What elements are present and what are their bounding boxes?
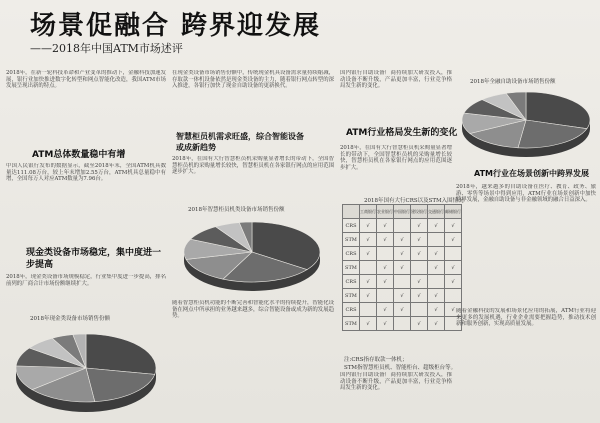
table-cell xyxy=(394,219,411,233)
table-row xyxy=(343,219,462,233)
section-heading-cash-market-2: 步提高 xyxy=(26,260,54,270)
table-row-label: CRS xyxy=(343,275,360,289)
body-col3-p3: 国内银行自助设备厂商持续加大研发投入，推动设备不断升级，产品更加丰富，行业竞争格局发生新的变化。 xyxy=(340,372,452,392)
table-header-cell: 农业银行 xyxy=(377,205,394,219)
table-cell: √ xyxy=(360,317,377,331)
table-cell: √ xyxy=(377,233,394,247)
table-cell: √ xyxy=(428,261,445,275)
table-cell xyxy=(360,303,377,317)
body-col2-p2: 2018年，在国有大行智慧柜员机采购量显著增长的带动下，全国智慧柜员机的采购量增长较快，智慧柜员机在各家银行网点的应用范围逐步扩大。 xyxy=(172,156,334,176)
section-heading-cash-market: 现金类设备市场稳定，集中度进一 xyxy=(26,248,162,258)
smart-teller-pie-chart xyxy=(176,212,334,296)
chart3-caption: 2018年全融自助设备市场销售份额 xyxy=(470,79,556,85)
table-cell: √ xyxy=(394,289,411,303)
table-cell: √ xyxy=(394,233,411,247)
table-cell: √ xyxy=(411,247,428,261)
table-row-label: CRS xyxy=(343,303,360,317)
table-header-cell: 交通银行 xyxy=(428,205,445,219)
table-row-label: STM xyxy=(343,289,360,303)
table-cell: √ xyxy=(377,303,394,317)
table-cell xyxy=(428,275,445,289)
table-cell: √ xyxy=(360,247,377,261)
table-row-label: CRS xyxy=(343,247,360,261)
table-row xyxy=(343,247,462,261)
article-subhead: ——2018年中国ATM市场述评 xyxy=(30,42,183,55)
table-cell: √ xyxy=(377,261,394,275)
table-cell: √ xyxy=(428,317,445,331)
table-header-cell: 建设银行 xyxy=(411,205,428,219)
table-cell: √ xyxy=(428,247,445,261)
table-cell xyxy=(411,261,428,275)
table-cell: √ xyxy=(411,317,428,331)
table-cell: √ xyxy=(445,303,462,317)
section-heading-atm-total: ATM总体数量稳中有增 xyxy=(32,150,126,160)
body-col2-p3: 随着智慧柜员机功能的不断完善和智能化水平的持续提升，智能化设备在网点中所承担的业务越来越多，综合智能设备或成为新的发展趋势。 xyxy=(172,300,334,320)
chart1-caption: 2018年现金类设备市场销售份额 xyxy=(30,316,110,322)
section-heading-industry-landscape: ATM行业格局发生新的变化 xyxy=(346,128,458,138)
table-row xyxy=(343,289,462,303)
table-cell xyxy=(394,317,411,331)
table-cell: √ xyxy=(428,289,445,303)
table-header-cell: 邮储银行 xyxy=(445,205,462,219)
table-cell: √ xyxy=(377,275,394,289)
table-header-cell: 工商银行 xyxy=(360,205,377,219)
section-heading-smart-teller: 智慧柜员机需求旺盛，综合智能设备 xyxy=(176,132,304,141)
table-row xyxy=(343,303,462,317)
table-cell: √ xyxy=(445,219,462,233)
table-cell xyxy=(411,303,428,317)
table-cell: √ xyxy=(411,289,428,303)
table-cell: √ xyxy=(377,317,394,331)
bank-procurement-table xyxy=(342,204,462,331)
table-cell: √ xyxy=(411,233,428,247)
table-cell: √ xyxy=(377,219,394,233)
table-cell xyxy=(377,289,394,303)
financial-self-service-pie-chart xyxy=(456,84,598,164)
body-col3-p1: 国内银行自助设备厂商持续加大研发投入，推动设备不断升级，产品更加丰富，行业竞争格局发生新的变化。 xyxy=(340,70,452,90)
table-caption: 2018年国有大行CRS以及STM入围情况 xyxy=(364,198,464,204)
body-col4-p1: 2018年，越来越多的自助设备在医疗、教育、政务、旅游、零售等场景中得到应用，ATM行业在场景创新中加快跨界发展，金融自助设备与非金融领域的融合日益深入。 xyxy=(456,184,596,204)
table-cell xyxy=(360,261,377,275)
table-row xyxy=(343,317,462,331)
pie-slice xyxy=(86,334,156,374)
table-cell: √ xyxy=(394,303,411,317)
body-col1-p3: 2018年，现金类设备市场规模稳定，行业集中度进一步提高，排名前列的厂商合计市场份额继续扩大。 xyxy=(6,274,166,287)
table-cell: √ xyxy=(394,247,411,261)
table-cell: √ xyxy=(360,275,377,289)
article-headline: 场景促融合 跨界迎发展 xyxy=(30,11,322,41)
table-row-label: STM xyxy=(343,317,360,331)
table-cell: √ xyxy=(411,275,428,289)
body-col2-p1: 在现金类设备市场销售份额中，传统现金机具设备需求量持续缩减，存取款一体机设备依然是现金类设备的主力，随着银行网点转型的深入推进，各银行加快了现金自助设备的更新换代。 xyxy=(172,70,334,90)
table-cell: √ xyxy=(360,233,377,247)
table-cell: √ xyxy=(360,289,377,303)
table-row xyxy=(343,275,462,289)
table-row-label: CRS xyxy=(343,219,360,233)
table-row xyxy=(343,261,462,275)
body-col4-p2: 随着金融科技的发展和场景化应用的拓展，ATM行业将迎来更多的发展机遇，行业企业需要把握趋势，推动技术创新和服务创新，实现高质量发展。 xyxy=(456,308,596,328)
table-row xyxy=(343,233,462,247)
table-cell: √ xyxy=(445,275,462,289)
table-cell: √ xyxy=(394,261,411,275)
table-cell: √ xyxy=(428,219,445,233)
table-corner-cell xyxy=(343,205,360,219)
table-note-1: 注:CRS指存取款一体机； xyxy=(344,357,408,363)
section-heading-smart-teller-2: 或成新趋势 xyxy=(176,143,216,152)
body-col1-p2: 中国人民银行发布的数据显示，截至2018年末，全国ATM机具数量达111.08万台，较上年末增加2.55万台，ATM机具总量稳中有增，全国每万人对应ATM数量为7.96台。 xyxy=(6,163,166,183)
table-cell: √ xyxy=(411,219,428,233)
table-note-2: STM指智慧柜员机、智能柜台、超级柜台等。 xyxy=(344,365,457,371)
table-cell xyxy=(428,233,445,247)
table-cell: √ xyxy=(445,233,462,247)
body-col1-p1: 2018年，在新一轮科技革命和产业变革的推动下，金融科技加速发展，银行业加快推进数字化转型和网点智能化改造，我国ATM市场发展呈现出新的特点。 xyxy=(6,70,166,90)
section-heading-scene-innovation: ATM行业在场景创新中跨界发展 xyxy=(474,169,589,178)
cash-equipment-pie-chart xyxy=(8,322,168,420)
chart2-caption: 2018年智慧柜员机类设备市场销售份额 xyxy=(188,207,285,213)
table-cell: √ xyxy=(360,219,377,233)
table-cell: √ xyxy=(445,261,462,275)
table-cell xyxy=(394,275,411,289)
table-cell xyxy=(377,247,394,261)
body-col3-p2: 2018年，在国有大行智慧柜员机采购量显著增长的带动下，全国智慧柜员机的采购量增长较快，智慧柜员机在各家银行网点的应用范围逐步扩大。 xyxy=(340,145,452,171)
table-cell: √ xyxy=(428,303,445,317)
table-header-cell: 中国银行 xyxy=(394,205,411,219)
table-row-label: STM xyxy=(343,261,360,275)
table-row-label: STM xyxy=(343,233,360,247)
